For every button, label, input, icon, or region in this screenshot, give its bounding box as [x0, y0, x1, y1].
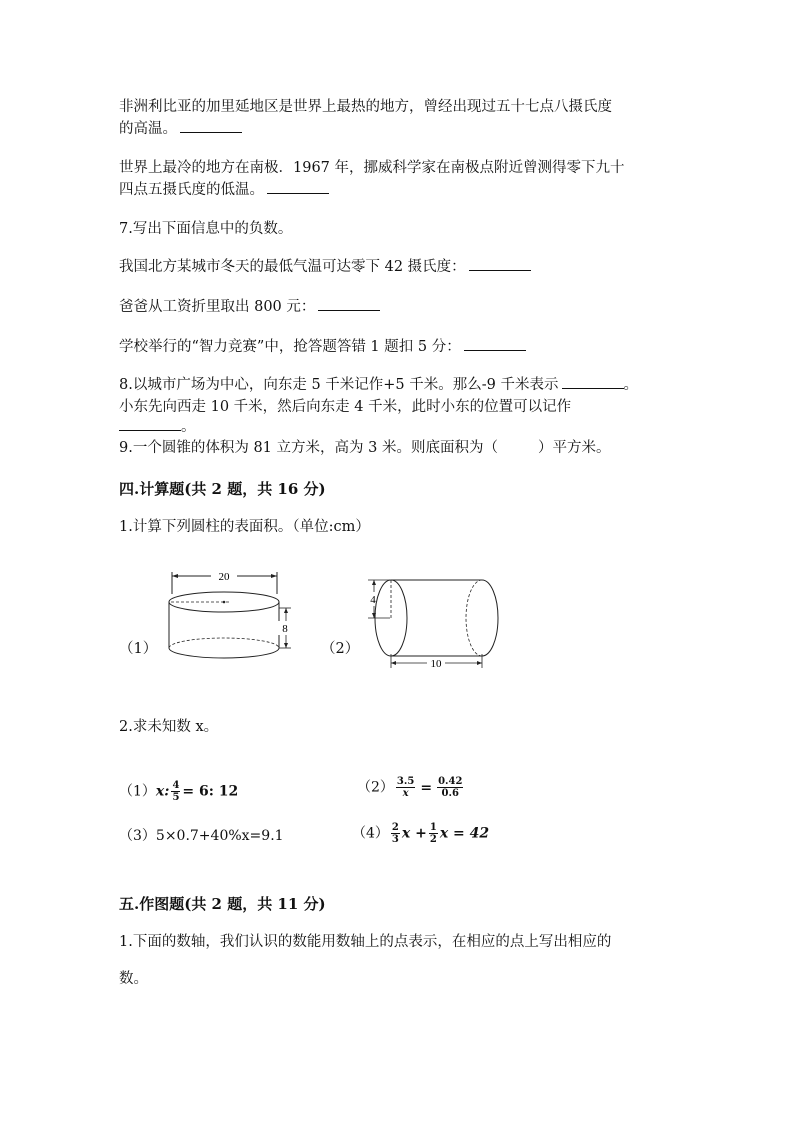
- question-7-item-3-text: 学校举行的“智力竞赛”中，抢答题答错 1 题扣 5 分：: [119, 339, 461, 355]
- paragraph-hottest-text: 的高温。: [119, 121, 177, 137]
- equation-1-fraction: [171, 780, 180, 803]
- figure-1-diameter-label: 20: [218, 571, 230, 583]
- question-9-text-a: 9.一个圆锥的体积为 81 立方米，高为 3 米。则底面积为（: [119, 440, 498, 456]
- equation-2-fraction-left: [396, 776, 415, 799]
- question-7-item-2: [119, 296, 380, 318]
- paragraph-hottest-line2: [119, 118, 242, 140]
- answer-blank[interactable]: [562, 374, 624, 389]
- question-7-item-2-text: 爸爸从工资折里取出 800 元：: [119, 299, 316, 315]
- paragraph-hottest-line1: 非洲利比亚的加里延地区是世界上最热的地方，曾经出现过五十七点八摄氏度: [119, 99, 612, 115]
- equation-1-rhs: = 6: 12: [182, 783, 239, 800]
- section-4-question-1-title: 1.计算下列圆柱的表面积。（单位:cm）: [119, 519, 370, 535]
- equation-4-label: （4）: [352, 825, 389, 842]
- equation-4-fraction-1: [391, 822, 400, 845]
- fraction-numerator: 3.5: [396, 776, 415, 787]
- section-5-heading: 五.作图题(共 2 题，共 11 分): [119, 895, 326, 913]
- question-8-line1: [119, 374, 638, 396]
- equation-2: [357, 776, 465, 799]
- question-9: [119, 437, 610, 459]
- fraction-denominator: x: [402, 788, 409, 799]
- equation-4-end: x = 42: [439, 825, 490, 842]
- question-8-line3: [119, 416, 196, 438]
- figure-1-height-label: 8: [282, 623, 288, 635]
- section-5-question-1-line2: 数。: [119, 971, 148, 987]
- answer-blank[interactable]: [119, 416, 181, 431]
- figure-2-radius-label: 4: [370, 594, 376, 606]
- question-7-item-1-text: 我国北方某城市冬天的最低气温可达零下 42 摄氏度：: [119, 259, 466, 275]
- fraction-denominator: 5: [172, 792, 180, 803]
- question-8-line2: 小东先向西走 10 千米，然后向东走 4 千米，此时小东的位置可以记作: [119, 399, 572, 415]
- equation-4: [352, 822, 489, 845]
- paragraph-coldest-line1: 世界上最冷的地方在南极．1967 年，挪威科学家在南极点附近曾测得零下九十: [119, 160, 625, 176]
- paragraph-coldest-text: 四点五摄氏度的低温。: [119, 182, 264, 198]
- equation-4-fraction-2: [429, 822, 438, 845]
- paragraph-coldest-line2: [119, 179, 329, 201]
- figure-1-cylinder: [160, 570, 300, 670]
- figure-2-label: （2）: [321, 641, 360, 657]
- question-8-period-1: 。: [623, 377, 638, 393]
- equation-2-equals: =: [420, 779, 433, 796]
- fraction-numerator: 4: [172, 780, 180, 791]
- equation-4-middle: x +: [401, 825, 427, 842]
- question-8-text-1: 8.以城市广场为中心，向东走 5 千米记作+5 千米。那么-9 千米表示: [119, 377, 559, 393]
- figure-1-label: （1）: [119, 641, 158, 657]
- fraction-denominator: 3: [391, 834, 399, 845]
- fraction-numerator: 1: [429, 822, 437, 833]
- answer-blank[interactable]: [464, 336, 526, 351]
- equation-1-lhs: x:: [155, 783, 170, 800]
- question-8-period-2: 。: [181, 419, 196, 435]
- fraction-denominator: 0.6: [441, 788, 459, 799]
- section-4-heading: 四.计算题(共 2 题，共 16 分): [119, 480, 326, 498]
- question-9-text-b: ）平方米。: [537, 440, 611, 456]
- answer-blank[interactable]: [318, 296, 380, 311]
- question-7-item-1: [119, 256, 531, 278]
- figure-2-length-label: 10: [430, 658, 442, 670]
- section-5-question-1-line1: 1.下面的数轴，我们认识的数能用数轴上的点表示，在相应的点上写出相应的: [119, 934, 612, 950]
- fraction-denominator: 2: [429, 834, 437, 845]
- question-7-item-3: [119, 336, 526, 358]
- answer-blank[interactable]: [180, 118, 242, 133]
- equation-1: [119, 780, 238, 803]
- equation-2-label: （2）: [357, 779, 394, 796]
- equation-2-fraction-right: [437, 776, 463, 799]
- figure-2-cylinder: [362, 574, 507, 670]
- answer-blank[interactable]: [469, 256, 531, 271]
- equation-1-label: （1）: [119, 783, 156, 800]
- answer-blank[interactable]: [267, 179, 329, 194]
- equation-3: （3）5×0.7+40%x=9.1: [119, 828, 284, 844]
- section-4-question-2-title: 2.求未知数 x。: [119, 719, 219, 735]
- fraction-numerator: 2: [391, 822, 399, 833]
- fraction-numerator: 0.42: [438, 776, 463, 787]
- question-7-title: 7.写出下面信息中的负数。: [119, 221, 293, 237]
